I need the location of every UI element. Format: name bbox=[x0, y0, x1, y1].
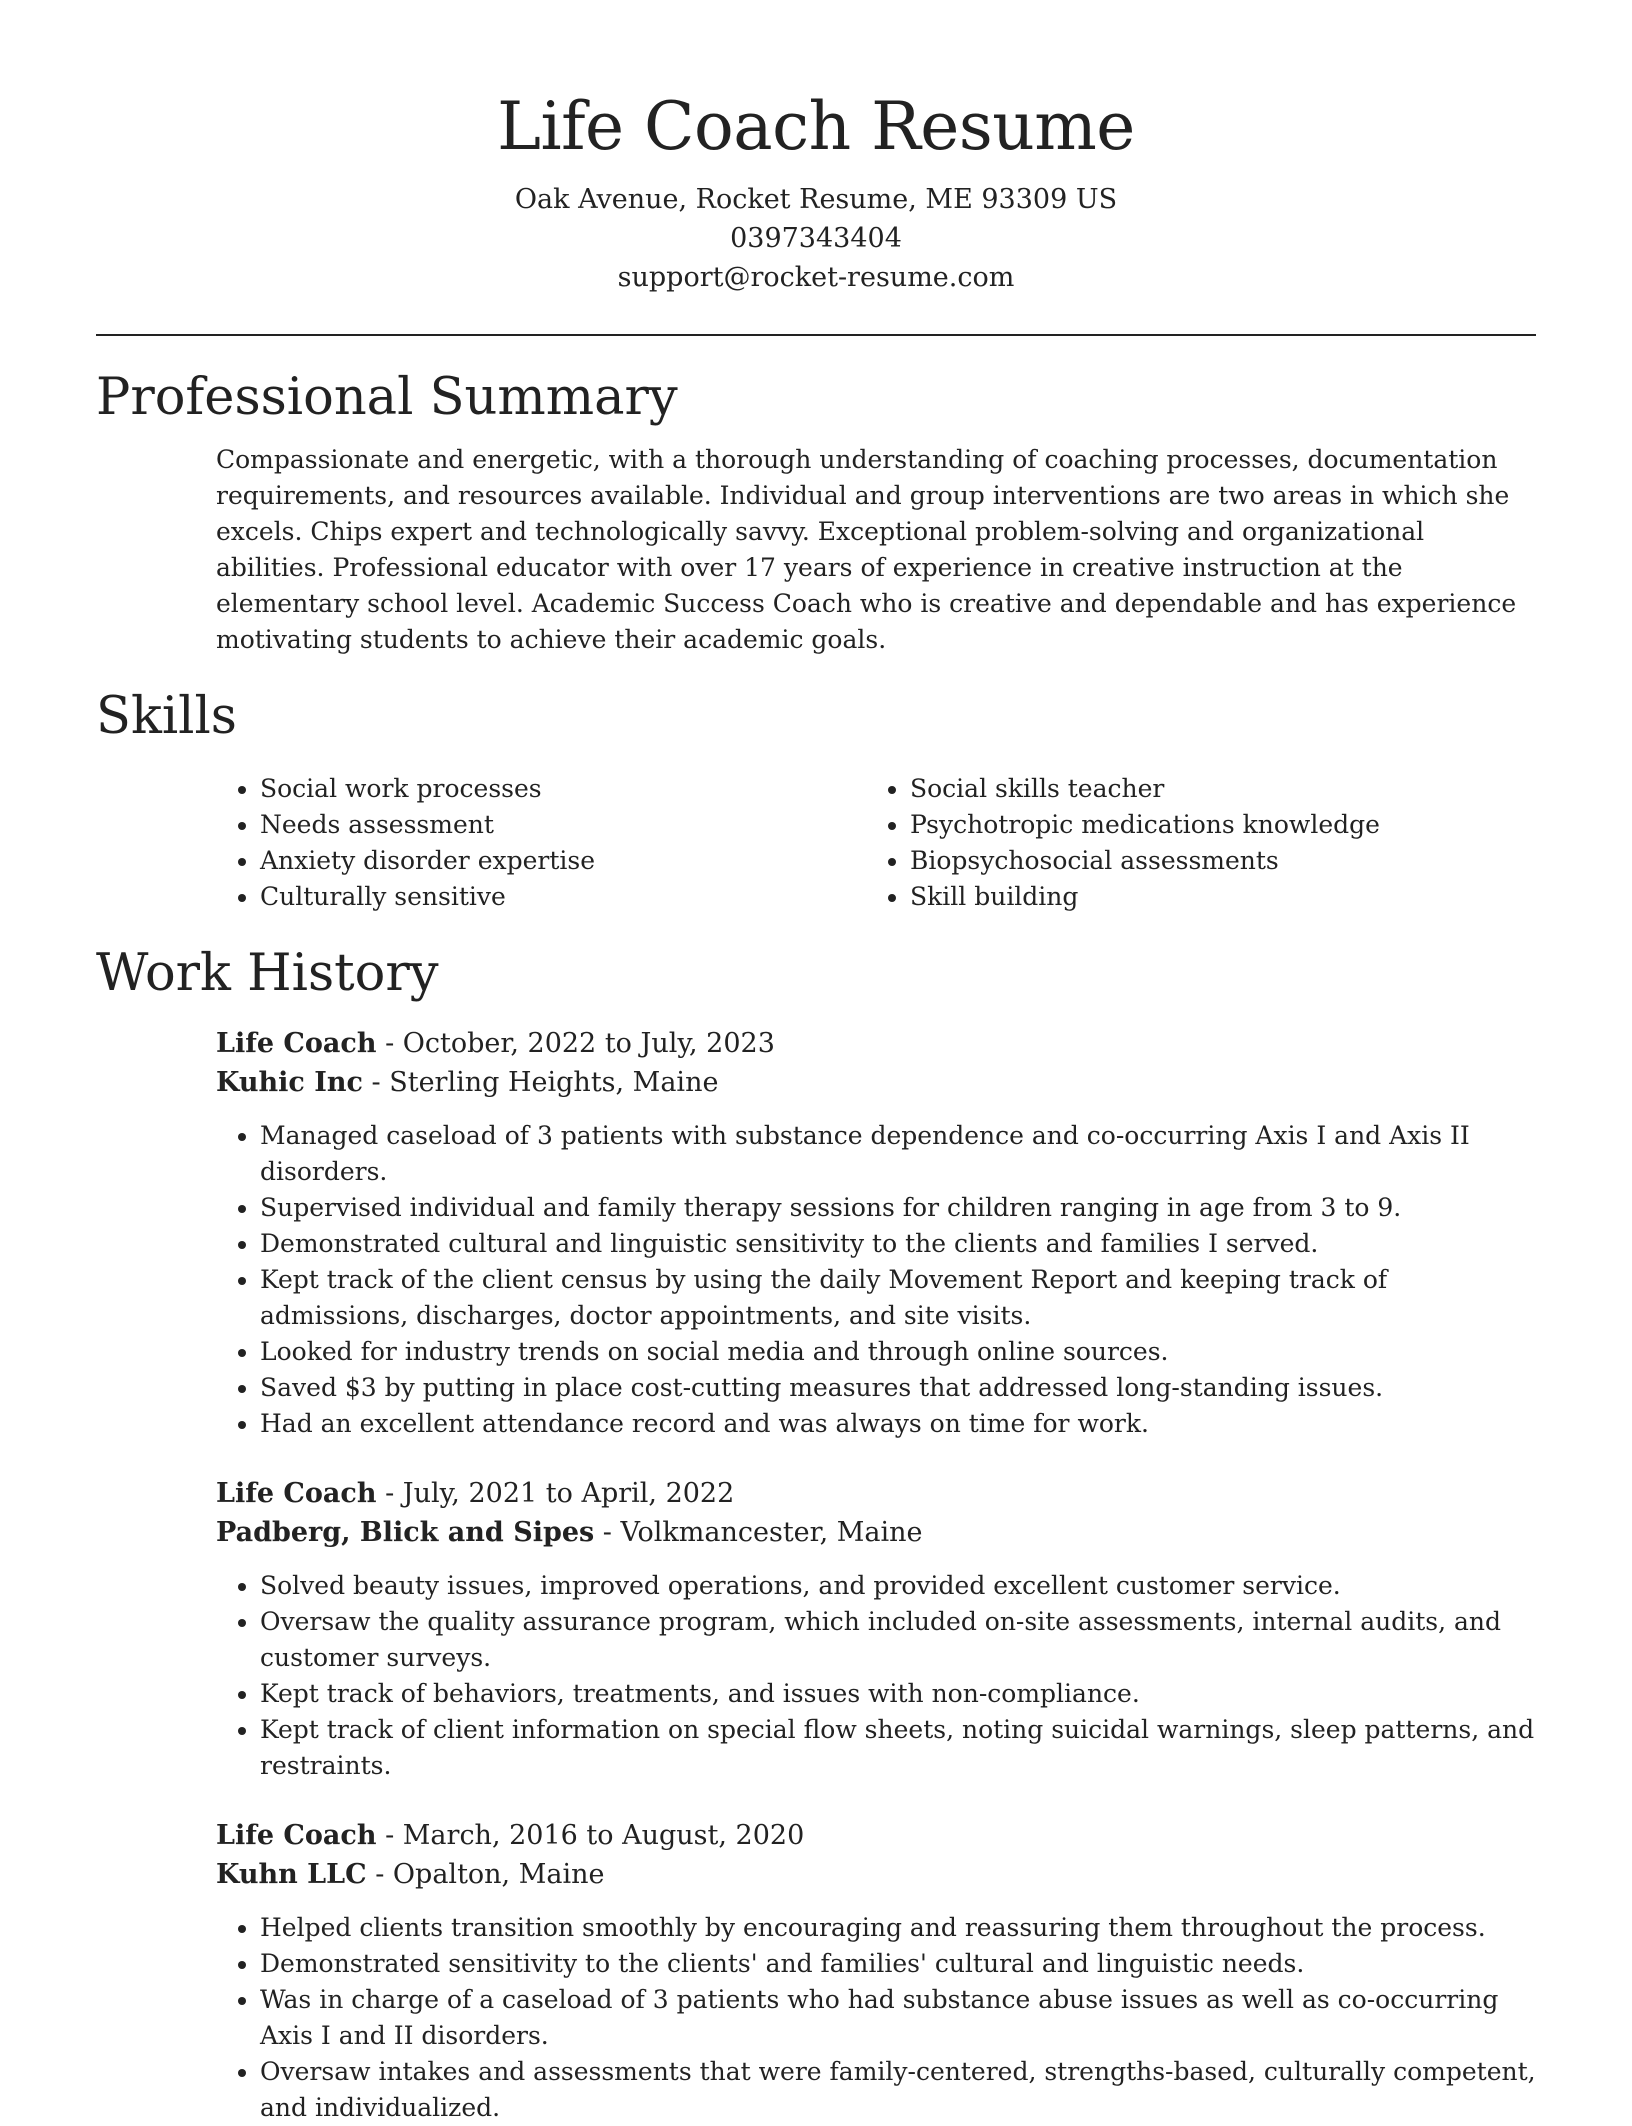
job-duty: • Demonstrated cultural and linguistic sensitivity to the clients and families I served. bbox=[260, 1226, 1536, 1262]
summary-section bbox=[96, 365, 1536, 658]
job-duty: • Was in charge of a caseload of 3 patients who had substance abuse issues as well as co-occurring Axis I and II disorders. bbox=[260, 1982, 1536, 2054]
summary-heading: Professional Summary bbox=[96, 368, 678, 427]
skills-section bbox=[96, 684, 1536, 915]
job-dates: - October, 2022 to July, 2023 bbox=[376, 1028, 775, 1059]
job-duty: • Helped clients transition smoothly by encouraging and reassuring them throughout the process. bbox=[260, 1910, 1536, 1946]
job-entry bbox=[216, 1024, 1536, 1442]
job-entry bbox=[216, 1474, 1536, 1784]
job-company-line bbox=[216, 1855, 1536, 1894]
skill-item: • Biopsychosocial assessments bbox=[910, 843, 1530, 879]
skills-list-right bbox=[866, 771, 1530, 915]
contact-email: support@rocket-resume.com bbox=[617, 262, 1015, 293]
work-history-heading: Work History bbox=[96, 944, 439, 1003]
job-entry bbox=[216, 1816, 1536, 2126]
job-duties-list bbox=[216, 1118, 1536, 1442]
job-title: Life Coach bbox=[216, 1028, 377, 1059]
job-title-line bbox=[216, 1474, 1536, 1513]
job-duty: • Oversaw intakes and assessments that were family-centered, strengths-based, culturally competent, and individualized. bbox=[260, 2054, 1536, 2126]
skills-columns bbox=[216, 771, 1536, 915]
job-dates: - March, 2016 to August, 2020 bbox=[376, 1820, 805, 1851]
job-duty: • Supervised individual and family therapy sessions for children ranging in age from 3 to 9. bbox=[260, 1190, 1536, 1226]
resume-title: Life Coach Resume bbox=[497, 88, 1135, 165]
work-history-section bbox=[96, 941, 1536, 2126]
contact-phone: 0397343404 bbox=[730, 223, 902, 254]
header-divider bbox=[96, 334, 1536, 336]
resume-page bbox=[96, 0, 1536, 2126]
job-company-line bbox=[216, 1063, 1536, 1102]
job-duty: • Oversaw the quality assurance program, which included on-site assessments, internal audits, and customer surveys. bbox=[260, 1604, 1536, 1676]
skill-item: • Social skills teacher bbox=[910, 771, 1530, 807]
skill-item: • Culturally sensitive bbox=[260, 879, 866, 915]
job-duty: • Saved $3 by putting in place cost-cutting measures that addressed long-standing issues. bbox=[260, 1370, 1536, 1406]
skills-list-left bbox=[216, 771, 866, 915]
job-duty: • Solved beauty issues, improved operations, and provided excellent customer service. bbox=[260, 1568, 1536, 1604]
resume-header bbox=[96, 0, 1536, 297]
job-location: - Volkmancester, Maine bbox=[594, 1517, 923, 1548]
job-duty: • Kept track of client information on special flow sheets, noting suicidal warnings, sleep patterns, and restraints. bbox=[260, 1712, 1536, 1784]
job-duty: • Kept track of behaviors, treatments, and issues with non-compliance. bbox=[260, 1676, 1536, 1712]
summary-text: Compassionate and energetic, with a thorough understanding of coaching processes, documentation requirements, and resources available. Individual and group interventions are two areas in which she excels. Chips expert and technologically savvy. Exceptional problem-solving and organizational abilities. Professional educator with over 17 years of experience in creative instruction at the elementary school level. Academic Success Coach who is creative and dependable and has experience motivating students to achieve their academic goals. bbox=[216, 445, 1517, 654]
skill-item: • Anxiety disorder expertise bbox=[260, 843, 866, 879]
job-company: Padberg, Blick and Sipes bbox=[216, 1517, 595, 1548]
job-duty: • Demonstrated sensitivity to the clients' and families' cultural and linguistic needs. bbox=[260, 1946, 1536, 1982]
job-company-line bbox=[216, 1513, 1536, 1552]
job-title: Life Coach bbox=[216, 1820, 377, 1851]
job-duty: • Kept track of the client census by using the daily Movement Report and keeping track of admissions, discharges, doctor appointments, and site visits. bbox=[260, 1262, 1536, 1334]
job-company: Kuhn LLC bbox=[216, 1859, 367, 1890]
job-duties-list bbox=[216, 1910, 1536, 2126]
skill-item: • Social work processes bbox=[260, 771, 866, 807]
skill-item: • Psychotropic medications knowledge bbox=[910, 807, 1530, 843]
job-duties-list bbox=[216, 1568, 1536, 1784]
job-title-line bbox=[216, 1024, 1536, 1063]
job-title: Life Coach bbox=[216, 1478, 377, 1509]
skill-item: • Needs assessment bbox=[260, 807, 866, 843]
job-dates: - July, 2021 to April, 2022 bbox=[376, 1478, 735, 1509]
contact-info bbox=[96, 180, 1536, 297]
skill-item: • Skill building bbox=[910, 879, 1530, 915]
job-title-line bbox=[216, 1816, 1536, 1855]
contact-address: Oak Avenue, Rocket Resume, ME 93309 US bbox=[514, 184, 1118, 215]
job-location: - Opalton, Maine bbox=[366, 1859, 605, 1890]
job-duty: • Had an excellent attendance record and was always on time for work. bbox=[260, 1406, 1536, 1442]
job-location: - Sterling Heights, Maine bbox=[362, 1067, 719, 1098]
skills-heading: Skills bbox=[96, 687, 237, 746]
job-duty: • Looked for industry trends on social media and through online sources. bbox=[260, 1334, 1536, 1370]
job-company: Kuhic Inc bbox=[216, 1067, 363, 1098]
job-duty: • Managed caseload of 3 patients with substance dependence and co-occurring Axis I and Axis II disorders. bbox=[260, 1118, 1536, 1190]
